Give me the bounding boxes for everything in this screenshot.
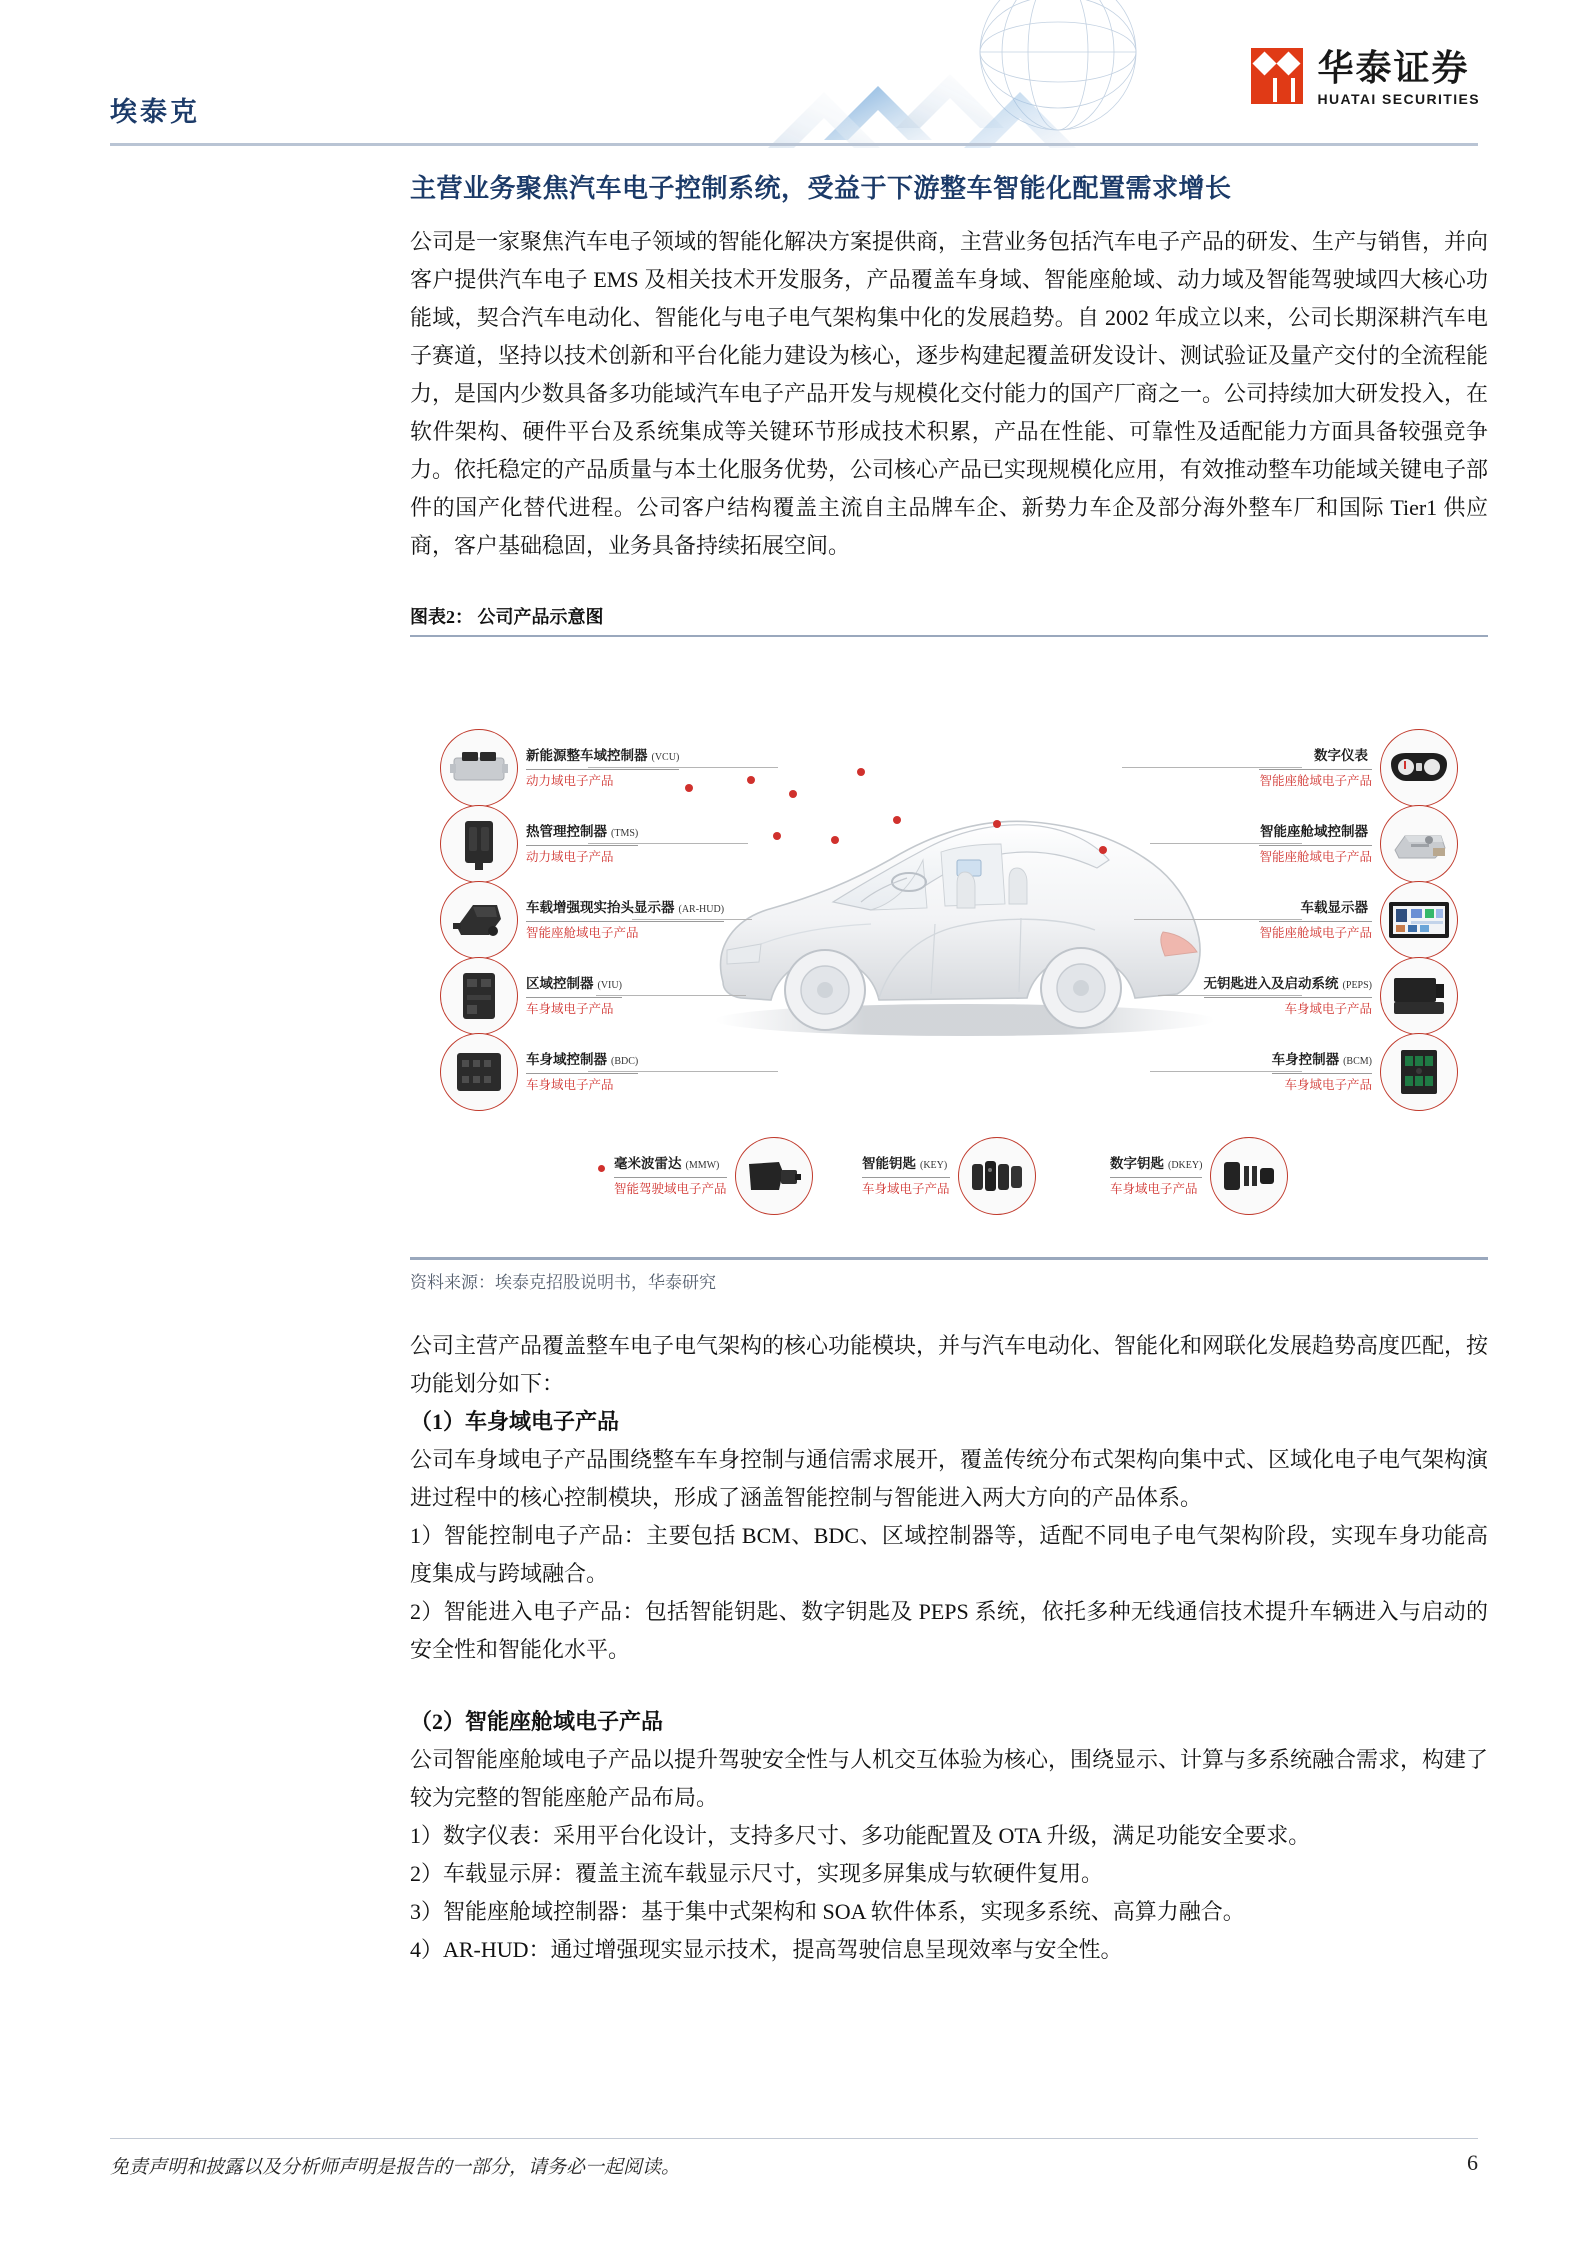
callout-underline (526, 921, 724, 922)
callout-title (1272, 1051, 1372, 1070)
huatai-securities-logo (1251, 48, 1480, 108)
callout-underline (614, 1177, 727, 1178)
callout-display (1259, 881, 1458, 959)
cockpit-domain-item-4: 4）AR-HUD：通过增强现实显示技术，提高驾驶信息呈现效率与安全性。 (410, 1937, 1123, 1962)
callout-name: 新能源整车域控制器 (526, 748, 648, 763)
callout-title (1260, 823, 1372, 842)
callout-abbr: (DKEY) (1168, 1160, 1203, 1171)
callout-name: 毫米波雷达 (614, 1156, 682, 1171)
callout-name: 数字钥匙 (1110, 1156, 1164, 1171)
car-illustration (665, 732, 1235, 1062)
hotspot-dot (598, 1165, 605, 1172)
callout-text (526, 1051, 638, 1093)
figure-2-product-overview (410, 603, 1488, 1293)
product-thumbnail-smart-key (958, 1137, 1036, 1215)
callout-underline (526, 997, 622, 998)
callout-name: 智能钥匙 (862, 1156, 916, 1171)
product-thumbnail-display (1380, 881, 1458, 959)
product-thumbnail-bdc (440, 1033, 518, 1111)
callout-underline (526, 845, 638, 846)
callout-bcm (1272, 1033, 1458, 1111)
callout-text (526, 823, 638, 865)
body-domain-item-1: 1）智能控制电子产品：主要包括 BCM、BDC、区域控制器等，适配不同电子电气架构阶段，实现车身功能高度集成与跨域融合。 (410, 1523, 1488, 1586)
callout-title (526, 747, 679, 766)
callout-name: 车身域控制器 (526, 1052, 607, 1067)
callout-text (1259, 747, 1372, 789)
callout-text (614, 1155, 727, 1197)
huatai-logo-mark-icon (1251, 48, 1303, 104)
callout-abbr: (VCU) (651, 752, 680, 763)
callout-text (1272, 1051, 1372, 1093)
figure-source: 资料来源：埃泰克招股说明书，华泰研究 (410, 1273, 716, 1292)
callout-abbr: (TMS) (611, 828, 639, 839)
page-number: 6 (1467, 2150, 1478, 2175)
product-thumbnail-bcm (1380, 1033, 1458, 1111)
callout-domain: 车身域电子产品 (1110, 1182, 1198, 1196)
callout-viu (440, 957, 622, 1035)
callout-title (614, 1155, 719, 1174)
callout-text (526, 975, 622, 1017)
callout-name: 区域控制器 (526, 976, 594, 991)
callout-domain: 动力域电子产品 (526, 850, 614, 864)
callout-underline (1204, 997, 1372, 998)
callout-domain: 车身域电子产品 (1284, 1078, 1372, 1092)
intro-paragraph: 公司是一家聚焦汽车电子领域的智能化解决方案提供商，主营业务包括汽车电子产品的研发、生产与销售，并向客户提供汽车电子 EMS 及相关技术开发服务，产品覆盖车身域、智能座舱域、动力域及智能驾驶域四大核心功能域，契合汽车电动化、智能化与电子电气架构集中化的发展趋势。自 2002 年成立以来，公司长期深耕汽车电子赛道，坚持以技术创新和平台化能力建设为核心，逐步构建起覆盖研发设计、测试验证及量产交付的全流程能力，是国内少数具备多功能域汽车电子产品开发与规模化交付能力的国产厂商之一。公司持续加大研发投入，在软件架构、硬件平台及系统集成等关键环节形成技术积累，产品在性能、可靠性及适配能力方面具备较强竞争力。依托稳定的产品质量与本土化服务优势，公司核心产品已实现规模化应用，有效推动整车功能域关键电子部件的国产化替代进程。公司客户结构覆盖主流自主品牌车企、新势力车企及部分海外整车厂和国际 Tier1 供应商，客户基础稳固，业务具备持续拓展空间。 (410, 229, 1489, 558)
callout-text (862, 1155, 950, 1197)
callout-name: 车载增强现实抬头显示器 (526, 900, 675, 915)
section-title: 主营业务聚焦汽车电子控制系统，受益于下游整车智能化配置需求增长 (410, 174, 1232, 203)
product-thumbnail-digital-cluster (1380, 729, 1458, 807)
page-header (0, 0, 1588, 150)
callout-domain: 车身域电子产品 (526, 1078, 614, 1092)
header-decoration-graphic (728, 0, 1248, 148)
callout-domain: 动力域电子产品 (526, 774, 614, 788)
callout-title (862, 1155, 947, 1174)
callout-underline (1259, 921, 1372, 922)
callout-abbr: (BCM) (1343, 1056, 1372, 1067)
cockpit-domain-item-2: 2）车载显示屏：覆盖主流车载显示尺寸，实现多屏集成与软硬件复用。 (410, 1861, 1104, 1886)
product-thumbnail-mmw-radar (735, 1137, 813, 1215)
callout-underline (526, 1073, 638, 1074)
product-thumbnail-tms (440, 805, 518, 883)
callout-title (1204, 975, 1372, 994)
callout-text (1204, 975, 1372, 1017)
callout-domain: 车身域电子产品 (862, 1182, 950, 1196)
callout-digital-key (1110, 1137, 1288, 1215)
callout-vcu (440, 729, 679, 807)
publisher-name-cn: 华泰证券 (1317, 47, 1470, 88)
callout-domain: 车身域电子产品 (526, 1002, 614, 1016)
callout-text (1259, 823, 1372, 865)
callout-abbr: (BDC) (611, 1056, 639, 1067)
callout-underline (1110, 1177, 1202, 1178)
product-thumbnail-ar-hud (440, 881, 518, 959)
callout-ar-hud (440, 881, 724, 959)
figure-canvas (410, 637, 1488, 1257)
footer-disclaimer: 免责声明和披露以及分析师声明是报告的一部分，请务必一起阅读。 (110, 2157, 681, 2178)
callout-abbr: (KEY) (920, 1160, 948, 1171)
callout-abbr: (AR-HUD) (678, 904, 725, 915)
callout-tms (440, 805, 638, 883)
callout-abbr: (VIU) (597, 980, 622, 991)
callout-title (1110, 1155, 1202, 1174)
callout-text (1259, 899, 1372, 941)
callout-name: 热管理控制器 (526, 824, 607, 839)
callout-name: 车身控制器 (1271, 1052, 1340, 1067)
callout-title (526, 899, 724, 918)
callout-abbr: (PEPS) (1342, 980, 1372, 991)
header-divider (110, 143, 1478, 146)
subsection-heading-body-domain: （1）车身域电子产品 (410, 1409, 620, 1434)
page-content (410, 168, 1488, 1969)
company-brand-name: 埃泰克 (110, 97, 200, 127)
body-domain-paragraph: 公司车身域电子产品围绕整车车身控制与通信需求展开，覆盖传统分布式架构向集中式、区域化电子电气架构演进过程中的核心控制模块，形成了涵盖智能控制与智能进入两大方向的产品体系。 (410, 1447, 1489, 1510)
callout-name: 无钥匙进入及启动系统 (1203, 976, 1339, 991)
callout-domain: 智能座舱域电子产品 (526, 926, 639, 940)
cockpit-domain-item-3: 3）智能座舱域控制器：基于集中式架构和 SOA 软件体系，实现多系统、高算力融合。 (410, 1899, 1245, 1924)
figure-caption: 图表2： 公司产品示意图 (410, 607, 604, 627)
callout-name: 数字仪表 (1314, 748, 1368, 763)
callout-text (526, 747, 679, 789)
callout-text (526, 899, 724, 941)
callout-underline (1272, 1073, 1372, 1074)
callout-mmw-radar (614, 1137, 813, 1215)
callout-digital-cluster (1259, 729, 1458, 807)
callout-domain: 智能座舱域电子产品 (1259, 850, 1372, 864)
product-thumbnail-peps (1380, 957, 1458, 1035)
product-thumbnail-vcu (440, 729, 518, 807)
callout-cockpit-controller (1259, 805, 1458, 883)
callout-peps (1204, 957, 1458, 1035)
callout-abbr: (MMW) (685, 1160, 720, 1171)
callout-title (526, 1051, 638, 1070)
callout-underline (862, 1177, 950, 1178)
publisher-name-en: HUATAI SECURITIES (1317, 91, 1480, 107)
callout-title (1314, 747, 1372, 766)
product-thumbnail-cockpit-controller (1380, 805, 1458, 883)
callout-title (1301, 899, 1373, 918)
cockpit-domain-paragraph: 公司智能座舱域电子产品以提升驾驶安全性与人机交互体验为核心，围绕显示、计算与多系统融合需求，构建了较为完整的智能座舱产品布局。 (410, 1747, 1489, 1810)
callout-domain: 智能座舱域电子产品 (1259, 774, 1372, 788)
overview-paragraph: 公司主营产品覆盖整车电子电气架构的核心功能模块，并与汽车电动化、智能化和网联化发展趋势高度匹配，按功能划分如下： (410, 1333, 1489, 1396)
callout-domain: 智能驾驶域电子产品 (614, 1182, 727, 1196)
product-thumbnail-viu (440, 957, 518, 1035)
subsection-heading-cockpit-domain: （2）智能座舱域电子产品 (410, 1709, 664, 1734)
callout-underline (526, 769, 679, 770)
body-domain-item-2: 2）智能进入电子产品：包括智能钥匙、数字钥匙及 PEPS 系统，依托多种无线通信技术提升车辆进入与启动的安全性和智能化水平。 (410, 1599, 1488, 1662)
callout-title (526, 975, 622, 994)
callout-name: 车载显示器 (1300, 900, 1368, 915)
callout-smart-key (862, 1137, 1036, 1215)
callout-underline (1259, 769, 1372, 770)
cockpit-domain-item-1: 1）数字仪表：采用平台化设计，支持多尺寸、多功能配置及 OTA 升级，满足功能安全要求。 (410, 1823, 1311, 1848)
callout-bdc (440, 1033, 638, 1111)
callout-underline (1259, 845, 1372, 846)
callout-domain: 智能座舱域电子产品 (1259, 926, 1372, 940)
callout-title (526, 823, 638, 842)
callout-name: 智能座舱域控制器 (1260, 824, 1368, 839)
product-thumbnail-digital-key (1210, 1137, 1288, 1215)
callout-domain: 车身域电子产品 (1284, 1002, 1372, 1016)
callout-text (1110, 1155, 1202, 1197)
footer-divider (110, 2138, 1478, 2139)
